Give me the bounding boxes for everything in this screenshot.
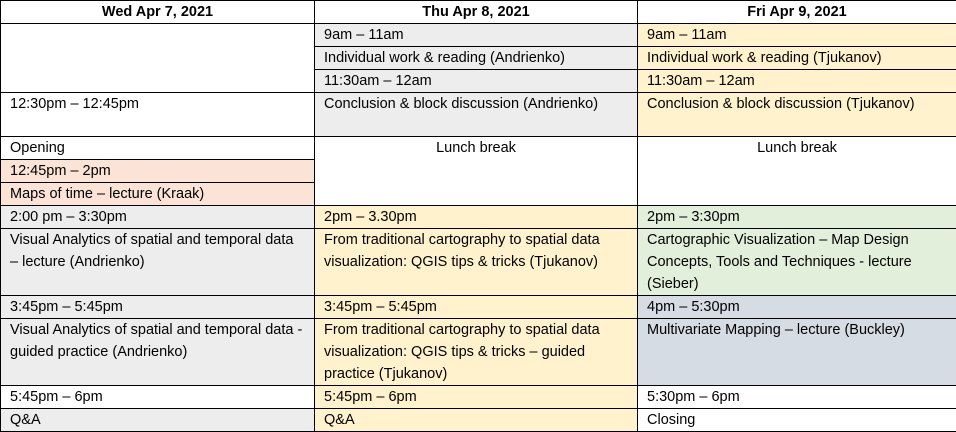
table-row bbox=[1, 386, 956, 409]
table-row bbox=[1, 229, 956, 296]
wed-time-345: 3:45pm – 5:45pm bbox=[1, 296, 315, 319]
thu-traditional-cartography-practice: From traditional cartography to spatial data visualization: QGIS tips & tricks – guided practice (Tjukanov) bbox=[315, 319, 638, 386]
wed-empty-cell bbox=[1, 24, 315, 93]
thu-time-345: 3:45pm – 5:45pm bbox=[315, 296, 638, 319]
table-row bbox=[1, 409, 956, 432]
header-fri: Fri Apr 9, 2021 bbox=[638, 1, 956, 24]
fri-time-2pm: 2pm – 3:30pm bbox=[638, 206, 956, 229]
wed-opening: Opening bbox=[1, 137, 315, 160]
wed-visual-analytics-practice: Visual Analytics of spatial and temporal data - guided practice (Andrienko) bbox=[1, 319, 315, 386]
table-row bbox=[1, 24, 956, 47]
fri-cartographic-visualization: Cartographic Visualization – Map Design Concepts, Tools and Techniques - lecture (Sieber) bbox=[638, 229, 956, 296]
fri-time-1130: 11:30am – 12am bbox=[638, 70, 956, 93]
wed-qa: Q&A bbox=[1, 409, 315, 432]
fri-conclusion: Conclusion & block discussion (Tjukanov) bbox=[638, 93, 956, 137]
thu-lunch-break: Lunch break bbox=[315, 137, 638, 206]
thu-conclusion: Conclusion & block discussion (Andrienko) bbox=[315, 93, 638, 137]
fri-closing: Closing bbox=[638, 409, 956, 432]
table-row bbox=[1, 296, 956, 319]
wed-time-1245: 12:45pm – 2pm bbox=[1, 160, 315, 183]
header-thu: Thu Apr 8, 2021 bbox=[315, 1, 638, 24]
thu-time-9am: 9am – 11am bbox=[315, 24, 638, 47]
wed-time-545: 5:45pm – 6pm bbox=[1, 386, 315, 409]
fri-time-4pm: 4pm – 5:30pm bbox=[638, 296, 956, 319]
wed-time-2pm: 2:00 pm – 3:30pm bbox=[1, 206, 315, 229]
thu-traditional-cartography: From traditional cartography to spatial data visualization: QGIS tips & tricks (Tjukanov) bbox=[315, 229, 638, 296]
fri-multivariate-mapping: Multivariate Mapping – lecture (Buckley) bbox=[638, 319, 956, 386]
thu-time-1130: 11:30am – 12am bbox=[315, 70, 638, 93]
table-row bbox=[1, 93, 956, 137]
wed-maps-of-time: Maps of time – lecture (Kraak) bbox=[1, 183, 315, 206]
thu-time-545: 5:45pm – 6pm bbox=[315, 386, 638, 409]
fri-individual-work: Individual work & reading (Tjukanov) bbox=[638, 47, 956, 70]
header-row bbox=[1, 1, 956, 24]
header-wed: Wed Apr 7, 2021 bbox=[1, 1, 315, 24]
table-row bbox=[1, 137, 956, 160]
thu-individual-work: Individual work & reading (Andrienko) bbox=[315, 47, 638, 70]
fri-time-530: 5:30pm – 6pm bbox=[638, 386, 956, 409]
fri-time-9am: 9am – 11am bbox=[638, 24, 956, 47]
table-row bbox=[1, 319, 956, 386]
wed-visual-analytics-lecture: Visual Analytics of spatial and temporal data – lecture (Andrienko) bbox=[1, 229, 315, 296]
thu-time-2pm: 2pm – 3.30pm bbox=[315, 206, 638, 229]
table-row bbox=[1, 206, 956, 229]
wed-time-1230: 12:30pm – 12:45pm bbox=[1, 93, 315, 137]
fri-lunch-break: Lunch break bbox=[638, 137, 956, 206]
thu-qa: Q&A bbox=[315, 409, 638, 432]
